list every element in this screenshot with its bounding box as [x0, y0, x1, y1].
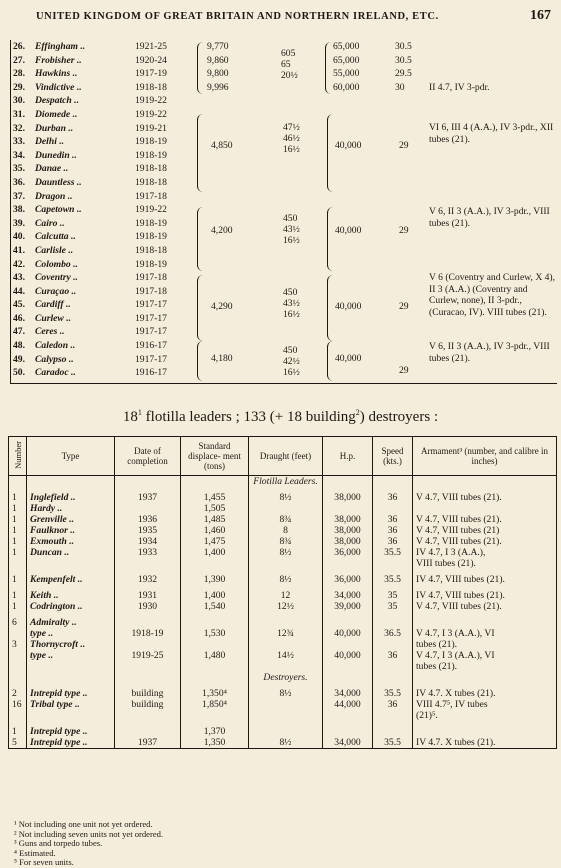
running-title: UNITED KINGDOM OF GREAT BRITAIN AND NORTHERN IRELAND, ETC. — [36, 11, 439, 22]
cruiser-row: 26. Effingham .. 1921-25 — [13, 41, 167, 52]
table-row: 1 Kempenfelt .. 1932 1,390 8½ 36,000 35.5 IV 4.7, VIII tubes (21). — [9, 569, 557, 585]
displacement: 4,200 — [211, 225, 233, 237]
brace — [327, 114, 333, 192]
section-heading: Destroyers. — [9, 672, 557, 683]
table-row: type .. 1918-19 1,530 12¾ 40,000 36.5 V 4.7, I 3 (A.A.), VI — [9, 628, 557, 639]
cruiser-row: 47. Ceres .. 1917-17 — [13, 326, 167, 338]
cruiser-row: 49. Calypso .. 1917-17 — [13, 353, 167, 365]
cruiser-row: 27. Frobisher .. 1920-24 — [13, 54, 167, 66]
cruiser-row: 40. Calcutta .. 1918-19 — [13, 231, 167, 243]
footnote: ⁵ For seven units. — [14, 857, 74, 868]
cruiser-row: 37. Dragon .. 1917-18 — [13, 190, 167, 202]
cruiser-row: 39. Cairo .. 1918-19 — [13, 217, 167, 229]
displacement: 9,770 — [207, 41, 229, 52]
horsepower: 40,000 — [335, 140, 362, 152]
column-headers — [9, 437, 557, 476]
brace — [197, 275, 203, 341]
table-row: VIII tubes (21). — [9, 558, 557, 569]
displacement: 4,290 — [211, 301, 233, 313]
col-displacement: Standard displace- ment (tons) — [181, 437, 249, 476]
table-row: 1 Codrington .. 1930 1,540 12½ 39,000 35 V 4.7, VIII tubes (21). — [9, 601, 557, 612]
cruiser-row: 36. Dauntless .. 1918-18 — [13, 176, 167, 188]
cruiser-row: 34. Dunedin .. 1918-19 — [13, 149, 167, 161]
cruiser-table — [10, 40, 557, 384]
col-armament: Armament³ (number, and calibre in inches) — [413, 437, 557, 476]
displacement: 9,800 — [207, 68, 229, 80]
displacement: 9,860 — [207, 54, 229, 66]
displacement: 9,996 — [207, 81, 229, 93]
cruiser-row: 32. Durban .. 1919-21 — [13, 122, 167, 134]
cruiser-row: 41. Carlisle .. 1918-18 — [13, 244, 167, 256]
table-row: 1 Exmouth .. 1934 1,475 8¾ 38,000 36 V 4.7, VIII tubes (21). — [9, 536, 557, 547]
speed: 29 — [399, 301, 409, 313]
cruiser-row: 44. Curaçao .. 1917-18 — [13, 285, 167, 297]
armament: VI 6, III 4 (A.A.), IV 3-pdr., XII tubes (21). — [429, 122, 554, 145]
speed: 30.5 — [395, 41, 412, 52]
brace — [197, 42, 203, 94]
brace — [327, 341, 333, 381]
table-row: 1 Keith .. 1931 1,400 12 34,000 35 IV 4.7, VIII tubes (21). — [9, 585, 557, 601]
draught: 605 65 20½ — [281, 48, 298, 81]
brace — [197, 341, 203, 381]
armament: V 6 (Coventry and Curlew, X 4), II 3 (A.A.) (Coventry and Curlew, none), II 3-pdr., (Curacao, IV). VIII tubes (21). — [429, 272, 556, 318]
horsepower: 65,000 — [333, 41, 360, 52]
footnote: ³ Guns and torpedo tubes. — [14, 838, 103, 849]
displacement: 4,850 — [211, 140, 233, 152]
speed: 29 — [399, 225, 409, 237]
brace — [325, 42, 331, 94]
cruiser-row: 35. Danae .. 1918-18 — [13, 163, 167, 175]
cruiser-row: 50. Caradoc .. 1916-17 — [13, 367, 167, 379]
cruiser-row: 28. Hawkins .. 1917-19 — [13, 68, 167, 80]
table-row: tubes (21). — [9, 661, 557, 672]
speed: 30.5 — [395, 54, 412, 66]
col-date: Date of completion — [115, 437, 181, 476]
speed: 29 — [399, 140, 409, 152]
page-number: 167 — [530, 8, 551, 23]
table-row: 2 Intrepid type .. building 1,350⁴ 8½ 34,000 35.5 IV 4.7. X tubes (21). — [9, 683, 557, 699]
draught: 47½ 46½ 16½ — [283, 122, 300, 156]
speed: 30 — [395, 81, 405, 93]
brace — [327, 207, 333, 271]
horsepower: 40,000 — [335, 225, 362, 237]
draught: 450 42½ 16½ — [283, 345, 300, 379]
table-row: 1 Hardy .. 1,505 — [9, 503, 557, 514]
cruiser-row: 30. Despatch .. 1919-22 — [13, 95, 167, 107]
page-header — [0, 8, 561, 28]
brace — [327, 275, 333, 341]
section-heading: Flotilla Leaders. — [9, 476, 557, 488]
table-row: 1 Inglefield .. 1937 1,455 8½ 38,000 36 V 4.7, VIII tubes (21). — [9, 487, 557, 503]
cruiser-row: 42. Colombo .. 1918-19 — [13, 258, 167, 270]
armament: V 6, II 3 (A.A.), IV 3-pdr., VIII tubes (21). — [429, 341, 550, 364]
horsepower: 40,000 — [335, 353, 362, 365]
footnote: ² Not including seven units not yet ordered. — [14, 828, 164, 839]
table-row: 3 Thornycroft .. tubes (21). — [9, 639, 557, 650]
table-row: 16 Tribal type .. building 1,850⁴ 44,000 36 VIII 4.7⁵, IV tubes — [9, 699, 557, 710]
horsepower: 55,000 — [333, 68, 360, 80]
brace — [197, 114, 203, 192]
horsepower: 65,000 — [333, 54, 360, 66]
destroyer-table — [8, 436, 557, 749]
cruiser-row: 29. Vindictive .. 1918-18 — [13, 81, 167, 93]
table-row: 1 Intrepid type .. 1,370 — [9, 721, 557, 737]
table-row: (21)⁵. — [9, 710, 557, 721]
horsepower: 60,000 — [333, 81, 360, 93]
table-row: type .. 1919-25 1,480 14½ 40,000 36 V 4.7, I 3 (A.A.), VI — [9, 650, 557, 661]
cruiser-row: 45. Cardiff .. 1917-17 — [13, 299, 167, 311]
table-row: 1 Duncan .. 1933 1,400 8½ 36,000 35.5 IV 4.7, I 3 (A.A.), — [9, 547, 557, 558]
draught: 450 43½ 16½ — [283, 213, 300, 247]
cruiser-row: 43. Coventry .. 1917-18 — [13, 272, 167, 284]
draught: 450 43½ 16½ — [283, 287, 300, 321]
armament: V 6, II 3 (A.A.), IV 3-pdr., VIII tubes (21). — [429, 206, 550, 229]
speed: 29 — [399, 365, 409, 377]
speed: 29.5 — [395, 68, 412, 80]
col-draught: Draught (feet) — [249, 437, 323, 476]
col-hp: H.p. — [323, 437, 373, 476]
cruiser-row: 33. Delhi .. 1918-19 — [13, 136, 167, 148]
table-row: 5 Intrepid type .. 1937 1,350 8½ 34,000 35.5 IV 4.7. X tubes (21). — [9, 737, 557, 749]
cruiser-row: 48. Caledon .. 1916-17 — [13, 340, 167, 352]
table-row: 6 Admiralty .. — [9, 612, 557, 628]
cruiser-row: 31. Diomede .. 1919-22 — [13, 108, 167, 120]
displacement: 4,180 — [211, 353, 233, 365]
cruiser-row: 46. Curlew .. 1917-17 — [13, 312, 167, 324]
footnote: ⁴ Estimated. — [14, 847, 56, 858]
destroyers-heading: $18^1$ flotilla leaders ; 133 (+ 18 building$^2$) destroyers : — [122, 408, 439, 425]
footnote: ¹ Not including one unit not yet ordered. — [14, 819, 153, 829]
cruiser-row: 38. Capetown .. 1919-22 — [13, 204, 167, 216]
footnotes — [14, 820, 163, 868]
table-row: 1 Faulknor .. 1935 1,460 8 38,000 36 V 4.7, VIII tubes (21) — [9, 525, 557, 536]
col-number: Number — [9, 437, 27, 476]
table-row: 1 Grenville .. 1936 1,485 8¾ 38,000 36 V 4.7, VIII tubes (21). — [9, 514, 557, 525]
horsepower: 40,000 — [335, 301, 362, 313]
brace — [197, 207, 203, 271]
armament: II 4.7, IV 3-pdr. — [429, 81, 490, 93]
col-speed: Speed (kts.) — [373, 437, 413, 476]
col-type: Type — [27, 437, 115, 476]
